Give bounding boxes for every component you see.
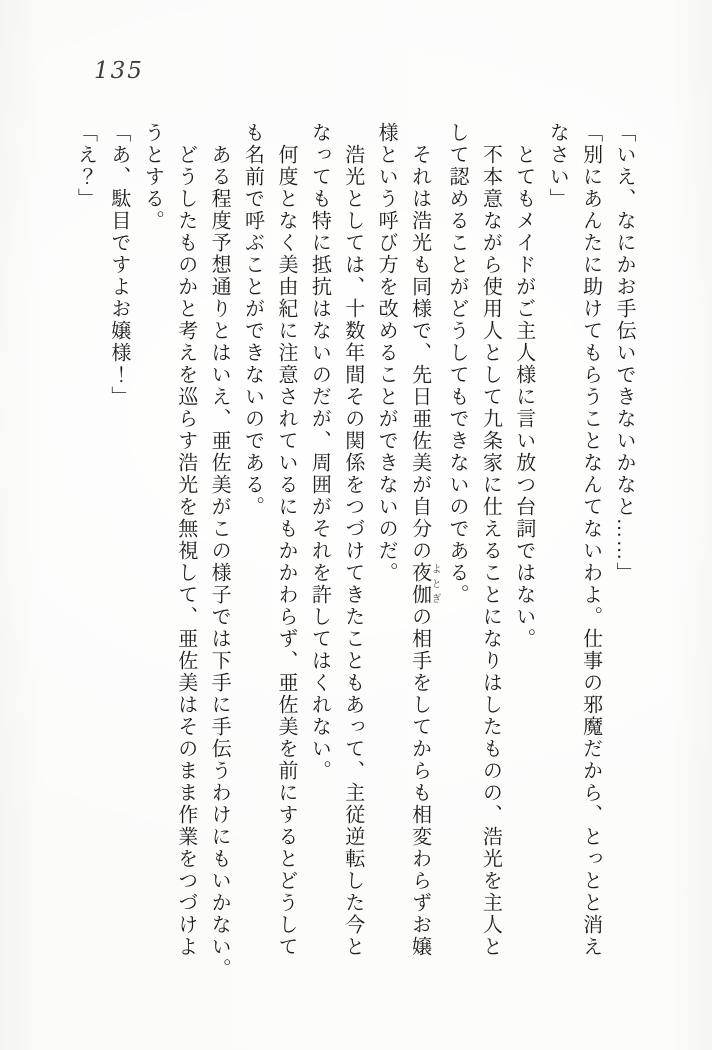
page-number: 135 bbox=[94, 58, 144, 84]
text-line: 浩光としては、十数年間その関係をつづけてきたこともあって、主従逆転した今と bbox=[341, 144, 364, 958]
text-line: 「え？」 bbox=[74, 122, 97, 210]
text-line: ある程度予想通りとはいえ、亜佐美がこの様子では下手に手伝うわけにもいかない。 bbox=[208, 144, 231, 980]
text-line: 何度となく美由紀に注意されているにもかかわらず、亜佐美を前にするとどうして bbox=[274, 144, 297, 958]
text-line: なさい」 bbox=[546, 122, 569, 210]
vertical-text-block bbox=[68, 122, 640, 988]
text-line: して認めることがどうしてもできないのである。 bbox=[445, 122, 468, 606]
furigana-reading: よとぎ bbox=[429, 562, 441, 606]
text-line: 「あ、駄目ですよお嬢様！」 bbox=[107, 122, 130, 408]
text-line: 様という呼び方を改めることができないのだ。 bbox=[375, 122, 398, 584]
text-line: も名前で呼ぶことができないのである。 bbox=[241, 122, 264, 518]
text-line: 「いえ、なにかお手伝いできないかなと……」 bbox=[613, 122, 635, 584]
text-line: なっても特に抵抗はないのだが、周囲がそれを許してはくれない。 bbox=[308, 122, 331, 782]
ruby-annotated-word: 夜伽よとぎ bbox=[408, 562, 441, 606]
text-line: それは浩光も同様で、先日亜佐美が自分の夜伽よとぎの相手をしてからも相変わらずお嬢 bbox=[408, 144, 441, 958]
text-line: 不本意ながら使用人として九条家に仕えることになりはしたものの、浩光を主人と bbox=[479, 144, 502, 958]
text-line: 「別にあんたに助けてもらうことなんてないわよ。仕事の邪魔だから、とっとと消え bbox=[579, 122, 602, 958]
text-line: うとする。 bbox=[141, 122, 164, 232]
text-line: とてもメイドがご主人様に言い放つ台詞ではない。 bbox=[512, 144, 535, 650]
text-line: どうしたものかと考えを巡らす浩光を無視して、亜佐美はそのまま作業をつづけよ bbox=[174, 144, 197, 958]
